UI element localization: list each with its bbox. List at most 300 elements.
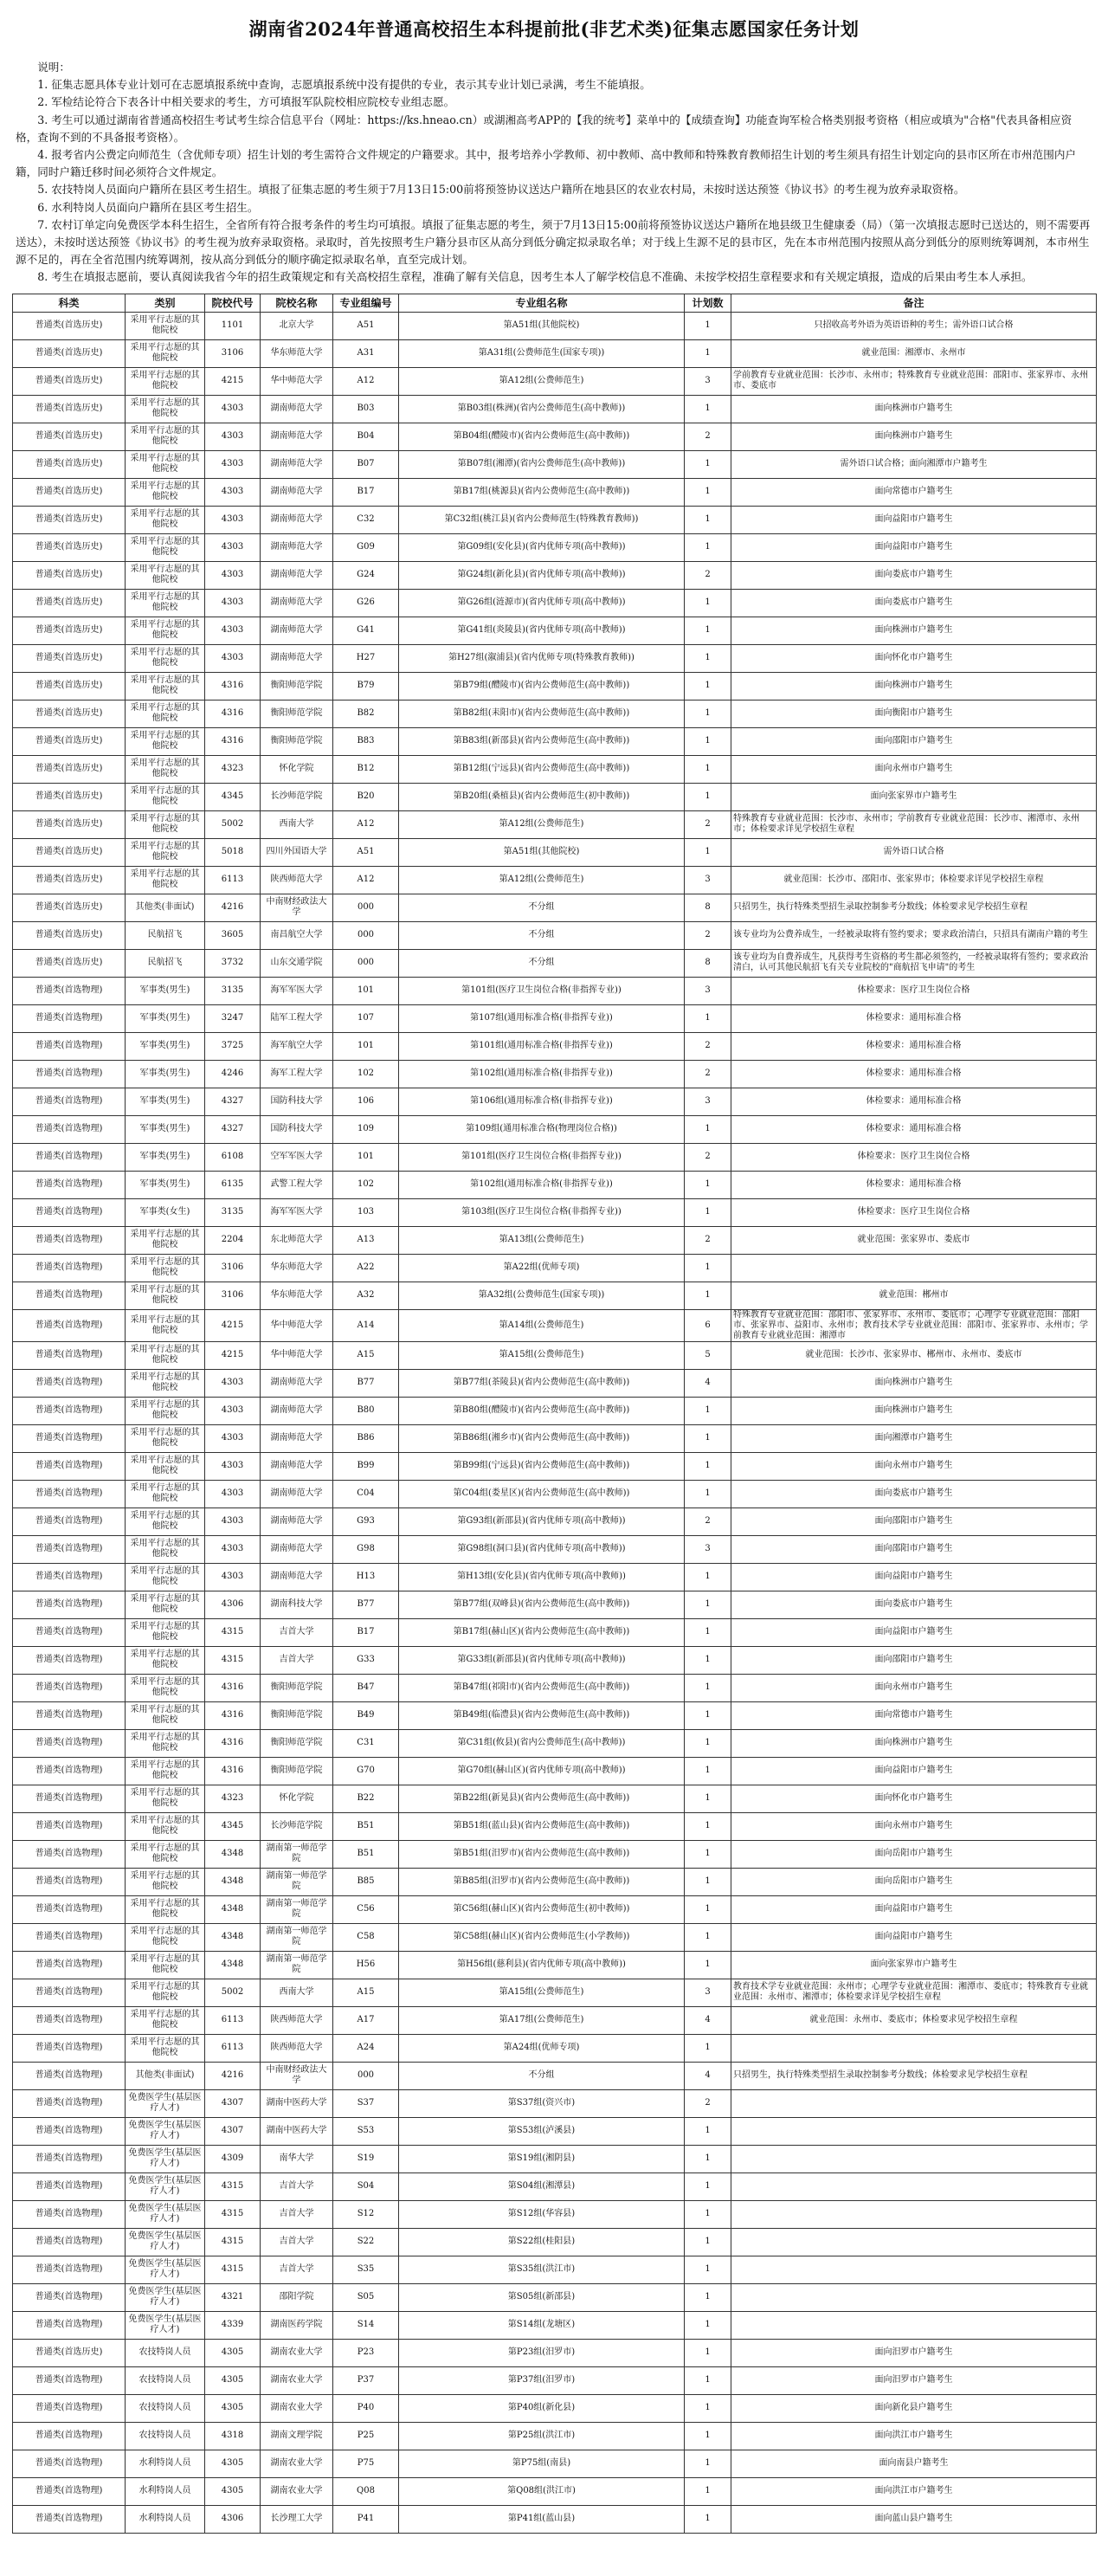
header-col-group-name: 专业组名称 bbox=[399, 294, 685, 312]
school-name-cell: 衡阳师范学院 bbox=[261, 727, 333, 755]
category-cell: 普通类(首选物理) bbox=[13, 2256, 126, 2283]
table-row bbox=[13, 1618, 1097, 1646]
group-code-cell: 101 bbox=[333, 1032, 399, 1060]
group-name-cell: 第B49组(临澧县)(省内公费师范生(高中教师)) bbox=[399, 1701, 685, 1729]
type-cell: 采用平行志愿的其他院校 bbox=[126, 395, 205, 423]
table-row bbox=[13, 1309, 1097, 1341]
category-cell: 普通类(首选物理) bbox=[13, 1729, 126, 1757]
table-row bbox=[13, 1171, 1097, 1198]
group-name-cell: 第A12组(公费师范生) bbox=[399, 810, 685, 838]
table-row bbox=[13, 1701, 1097, 1729]
table-row bbox=[13, 1563, 1097, 1591]
type-cell: 军事类(男生) bbox=[126, 977, 205, 1004]
type-cell: 采用平行志愿的其他院校 bbox=[126, 1424, 205, 1452]
type-cell: 采用平行志愿的其他院校 bbox=[126, 1397, 205, 1424]
plan-count-cell: 1 bbox=[685, 2394, 731, 2422]
group-code-cell: 000 bbox=[333, 949, 399, 977]
group-code-cell: Q08 bbox=[333, 2477, 399, 2505]
table-row bbox=[13, 1198, 1097, 1226]
remarks-cell: 面向张家界市户籍考生 bbox=[731, 1951, 1097, 1979]
type-cell: 采用平行志愿的其他院校 bbox=[126, 755, 205, 783]
remarks-cell bbox=[731, 2117, 1097, 2145]
school-name-cell: 衡阳师范学院 bbox=[261, 672, 333, 700]
group-code-cell: B07 bbox=[333, 450, 399, 478]
plan-count-cell: 1 bbox=[685, 1646, 731, 1674]
remarks-cell: 面向邵阳市户籍考生 bbox=[731, 1508, 1097, 1535]
school-name-cell: 湖南师范大学 bbox=[261, 1563, 333, 1591]
plan-count-cell: 1 bbox=[685, 2283, 731, 2311]
school-code-cell: 4339 bbox=[205, 2311, 261, 2339]
group-code-cell: A32 bbox=[333, 1282, 399, 1309]
category-cell: 普通类(首选物理) bbox=[13, 1840, 126, 1868]
type-cell: 采用平行志愿的其他院校 bbox=[126, 1480, 205, 1508]
plan-count-cell: 1 bbox=[685, 450, 731, 478]
plan-count-cell: 1 bbox=[685, 1868, 731, 1895]
school-code-cell: 3106 bbox=[205, 339, 261, 367]
group-name-cell: 第B20组(桑植县)(省内公费师范生(初中教师)) bbox=[399, 783, 685, 810]
plan-count-cell: 1 bbox=[685, 339, 731, 367]
school-code-cell: 4306 bbox=[205, 2505, 261, 2533]
plan-count-cell: 1 bbox=[685, 2366, 731, 2394]
school-code-cell: 3106 bbox=[205, 1254, 261, 1282]
category-cell: 普通类(首选物理) bbox=[13, 1171, 126, 1198]
remarks-cell: 面向洪江市户籍考生 bbox=[731, 2477, 1097, 2505]
table-row bbox=[13, 589, 1097, 617]
school-name-cell: 湖南第一师范学院 bbox=[261, 1895, 333, 1923]
group-code-cell: C56 bbox=[333, 1895, 399, 1923]
table-row bbox=[13, 810, 1097, 838]
group-name-cell: 第B04组(醴陵市)(省内公费师范生(高中教师)) bbox=[399, 423, 685, 450]
school-name-cell: 怀化学院 bbox=[261, 755, 333, 783]
plan-count-cell: 2 bbox=[685, 561, 731, 589]
school-name-cell: 湖南师范大学 bbox=[261, 1397, 333, 1424]
category-cell: 普通类(首选历史) bbox=[13, 672, 126, 700]
table-row bbox=[13, 2117, 1097, 2145]
school-name-cell: 湖南医药学院 bbox=[261, 2311, 333, 2339]
school-name-cell: 湖南第一师范学院 bbox=[261, 1868, 333, 1895]
school-name-cell: 空军军医大学 bbox=[261, 1143, 333, 1171]
notes-list bbox=[16, 76, 1092, 286]
type-cell: 采用平行志愿的其他院校 bbox=[126, 838, 205, 866]
remarks-cell: 面向衡阳市户籍考生 bbox=[731, 700, 1097, 727]
plan-count-cell: 3 bbox=[685, 367, 731, 395]
group-name-cell: 第B77组(茶陵县)(省内公费师范生(高中教师)) bbox=[399, 1369, 685, 1397]
group-name-cell: 第B17组(赫山区)(省内公费师范生(高中教师)) bbox=[399, 1618, 685, 1646]
school-code-cell: 4305 bbox=[205, 2477, 261, 2505]
school-code-cell: 4345 bbox=[205, 783, 261, 810]
plan-count-cell: 6 bbox=[685, 1309, 731, 1341]
category-cell: 普通类(首选历史) bbox=[13, 533, 126, 561]
table-row bbox=[13, 2172, 1097, 2200]
header-col-school-name: 院校名称 bbox=[261, 294, 333, 312]
group-name-cell: 第A51组(其他院校) bbox=[399, 312, 685, 339]
remarks-cell: 体检要求：通用标准合格 bbox=[731, 1004, 1097, 1032]
group-name-cell: 不分组 bbox=[399, 949, 685, 977]
plan-count-cell: 1 bbox=[685, 838, 731, 866]
group-code-cell: 000 bbox=[333, 2062, 399, 2089]
school-name-cell: 湖南师范大学 bbox=[261, 506, 333, 533]
table-row bbox=[13, 1508, 1097, 1535]
group-name-cell: 第H13组(安化县)(省内优师专项(高中教师)) bbox=[399, 1563, 685, 1591]
remarks-cell: 体检要求：通用标准合格 bbox=[731, 1088, 1097, 1115]
plan-count-cell: 2 bbox=[685, 1032, 731, 1060]
category-cell: 普通类(首选物理) bbox=[13, 1226, 126, 1254]
note-item: 6. 水利特岗人员面向户籍所在县区考生招生。 bbox=[37, 200, 259, 214]
plan-count-cell: 1 bbox=[685, 1618, 731, 1646]
table-row bbox=[13, 1369, 1097, 1397]
category-cell: 普通类(首选历史) bbox=[13, 506, 126, 533]
remarks-cell: 面向永州市户籍考生 bbox=[731, 1674, 1097, 1701]
school-name-cell: 武警工程大学 bbox=[261, 1171, 333, 1198]
school-name-cell: 湖南农业大学 bbox=[261, 2477, 333, 2505]
remarks-cell: 面向怀化市户籍考生 bbox=[731, 644, 1097, 672]
type-cell: 采用平行志愿的其他院校 bbox=[126, 1979, 205, 2006]
school-name-cell: 湖南师范大学 bbox=[261, 533, 333, 561]
school-name-cell: 湖南农业大学 bbox=[261, 2450, 333, 2477]
table-row bbox=[13, 2089, 1097, 2117]
school-name-cell: 湖南科技大学 bbox=[261, 1591, 333, 1618]
remarks-cell: 就业范围：张家界市、娄底市 bbox=[731, 1226, 1097, 1254]
type-cell: 采用平行志愿的其他院校 bbox=[126, 1282, 205, 1309]
group-code-cell: C58 bbox=[333, 1923, 399, 1951]
type-cell: 免费医学生(基层医疗人才) bbox=[126, 2089, 205, 2117]
group-code-cell: H27 bbox=[333, 644, 399, 672]
plan-count-cell: 1 bbox=[685, 1923, 731, 1951]
plan-count-cell: 1 bbox=[685, 2034, 731, 2062]
group-code-cell: S05 bbox=[333, 2283, 399, 2311]
plan-count-cell: 1 bbox=[685, 2339, 731, 2366]
group-name-cell: 第C04组(娄星区)(省内公费师范生(高中教师)) bbox=[399, 1480, 685, 1508]
table-row bbox=[13, 2450, 1097, 2477]
school-code-cell: 4327 bbox=[205, 1115, 261, 1143]
school-code-cell: 4303 bbox=[205, 1563, 261, 1591]
group-code-cell: S19 bbox=[333, 2145, 399, 2172]
school-name-cell: 陕西师范大学 bbox=[261, 866, 333, 894]
group-name-cell: 不分组 bbox=[399, 894, 685, 921]
category-cell: 普通类(首选物理) bbox=[13, 1701, 126, 1729]
school-code-cell: 4303 bbox=[205, 1535, 261, 1563]
remarks-cell: 面向株洲市户籍考生 bbox=[731, 1369, 1097, 1397]
school-name-cell: 湖南师范大学 bbox=[261, 1452, 333, 1480]
plan-count-cell: 1 bbox=[685, 1729, 731, 1757]
category-cell: 普通类(首选历史) bbox=[13, 617, 126, 644]
table-row bbox=[13, 2145, 1097, 2172]
group-name-cell: 第P37组(汨罗市) bbox=[399, 2366, 685, 2394]
group-name-cell: 第A32组(公费师范生(国家专项)) bbox=[399, 1282, 685, 1309]
school-code-cell: 4307 bbox=[205, 2089, 261, 2117]
group-name-cell: 第B07组(湘潭)(省内公费师范生(高中教师)) bbox=[399, 450, 685, 478]
remarks-cell: 面向娄底市户籍考生 bbox=[731, 561, 1097, 589]
school-name-cell: 湖南师范大学 bbox=[261, 561, 333, 589]
school-code-cell: 4303 bbox=[205, 1369, 261, 1397]
remarks-cell: 就业范围：长沙市、邵阳市、张家界市；体检要求详见学校招生章程 bbox=[731, 866, 1097, 894]
plan-count-cell: 1 bbox=[685, 312, 731, 339]
plan-count-cell: 1 bbox=[685, 783, 731, 810]
table-header-row bbox=[13, 294, 1097, 312]
category-cell: 普通类(首选历史) bbox=[13, 339, 126, 367]
school-code-cell: 4315 bbox=[205, 1618, 261, 1646]
remarks-cell: 面向南县户籍考生 bbox=[731, 2450, 1097, 2477]
table-row bbox=[13, 1226, 1097, 1254]
remarks-cell: 面向湘潭市户籍考生 bbox=[731, 1424, 1097, 1452]
table-row bbox=[13, 1812, 1097, 1840]
type-cell: 采用平行志愿的其他院校 bbox=[126, 1646, 205, 1674]
group-code-cell: 109 bbox=[333, 1115, 399, 1143]
group-name-cell: 第B85组(汨罗市)(省内公费师范生(高中教师)) bbox=[399, 1868, 685, 1895]
remarks-cell: 该专业均为公费养成生，一经被录取将有签约要求；要求政治清白，只招具有湖南户籍的考生 bbox=[731, 921, 1097, 949]
group-code-cell: B04 bbox=[333, 423, 399, 450]
remarks-cell bbox=[731, 2034, 1097, 2062]
plan-count-cell: 1 bbox=[685, 1397, 731, 1424]
group-code-cell: A51 bbox=[333, 838, 399, 866]
type-cell: 采用平行志愿的其他院校 bbox=[126, 339, 205, 367]
school-code-cell: 5018 bbox=[205, 838, 261, 866]
plan-count-cell: 1 bbox=[685, 755, 731, 783]
school-code-cell: 4303 bbox=[205, 395, 261, 423]
group-name-cell: 第S37组(资兴市) bbox=[399, 2089, 685, 2117]
remarks-cell: 面向益阳市户籍考生 bbox=[731, 533, 1097, 561]
remarks-cell: 面向邵阳市户籍考生 bbox=[731, 727, 1097, 755]
type-cell: 采用平行志愿的其他院校 bbox=[126, 1591, 205, 1618]
group-name-cell: 第H27组(溆浦县)(省内优师专项(特殊教育教师)) bbox=[399, 644, 685, 672]
plan-count-cell: 1 bbox=[685, 2477, 731, 2505]
school-code-cell: 4323 bbox=[205, 755, 261, 783]
group-code-cell: B12 bbox=[333, 755, 399, 783]
note-item: 4. 报考省内公费定向师范生（含优师专项）招生计划的考生需符合文件规定的户籍要求。其中，报考培养小学教师、初中教师、高中教师和特殊教育教师招生计划的考生须具有招生计划定向的县市区所在市州范围内户籍，同时户籍迁移时间必须符合文件规定。 bbox=[16, 148, 1077, 179]
remarks-cell: 面向株洲市户籍考生 bbox=[731, 672, 1097, 700]
school-code-cell: 4303 bbox=[205, 1508, 261, 1535]
header-col-plan-count: 计划数 bbox=[685, 294, 731, 312]
category-cell: 普通类(首选物理) bbox=[13, 1563, 126, 1591]
group-name-cell: 第G70组(赫山区)(省内优师专项(高中教师)) bbox=[399, 1757, 685, 1785]
group-name-cell: 第S35组(洪江市) bbox=[399, 2256, 685, 2283]
group-name-cell: 第102组(通用标准合格(非指挥专业)) bbox=[399, 1171, 685, 1198]
remarks-cell: 该专业均为自费养成生，凡获得考生资格的考生都必须签约，一经被录取将有签约；要求政治清白，认可其他民航招飞有关专业院校的"商航招飞申请"的考生 bbox=[731, 949, 1097, 977]
plan-count-cell: 1 bbox=[685, 2228, 731, 2256]
school-name-cell: 华中师范大学 bbox=[261, 1309, 333, 1341]
note-item: 8. 考生在填报志愿前，要认真阅读我省今年的招生政策规定和有关高校招生章程，准确了解有关信息，因考生本人了解学校信息不准确、未按学校招生章程要求和有关规定填报，造成的后果由考生本人承担。 bbox=[37, 270, 1033, 284]
school-name-cell: 吉首大学 bbox=[261, 2256, 333, 2283]
remarks-cell bbox=[731, 2145, 1097, 2172]
school-name-cell: 吉首大学 bbox=[261, 2200, 333, 2228]
school-name-cell: 湖南师范大学 bbox=[261, 395, 333, 423]
school-code-cell: 4315 bbox=[205, 2200, 261, 2228]
plan-count-cell: 8 bbox=[685, 949, 731, 977]
group-code-cell: G98 bbox=[333, 1535, 399, 1563]
table-row bbox=[13, 395, 1097, 423]
school-code-cell: 3135 bbox=[205, 977, 261, 1004]
group-code-cell: B20 bbox=[333, 783, 399, 810]
remarks-cell: 面向娄底市户籍考生 bbox=[731, 1480, 1097, 1508]
group-code-cell: P25 bbox=[333, 2422, 399, 2450]
group-code-cell: S53 bbox=[333, 2117, 399, 2145]
category-cell: 普通类(首选物理) bbox=[13, 2228, 126, 2256]
remarks-cell: 面向汨罗市户籍考生 bbox=[731, 2339, 1097, 2366]
group-name-cell: 不分组 bbox=[399, 2062, 685, 2089]
school-code-cell: 4303 bbox=[205, 478, 261, 506]
remarks-cell: 面向株洲市户籍考生 bbox=[731, 617, 1097, 644]
table-row bbox=[13, 700, 1097, 727]
group-code-cell: 102 bbox=[333, 1060, 399, 1088]
table-row bbox=[13, 1591, 1097, 1618]
school-code-cell: 4316 bbox=[205, 672, 261, 700]
plan-count-cell: 1 bbox=[685, 644, 731, 672]
school-code-cell: 4305 bbox=[205, 2450, 261, 2477]
type-cell: 水利特岗人员 bbox=[126, 2477, 205, 2505]
remarks-cell: 面向益阳市户籍考生 bbox=[731, 1563, 1097, 1591]
group-name-cell: 第106组(通用标准合格(非指挥专业)) bbox=[399, 1088, 685, 1115]
plan-count-cell: 3 bbox=[685, 977, 731, 1004]
table-row bbox=[13, 450, 1097, 478]
group-name-cell: 第A12组(公费师范生) bbox=[399, 367, 685, 395]
table-row bbox=[13, 339, 1097, 367]
plan-count-cell: 1 bbox=[685, 2256, 731, 2283]
group-name-cell: 第A24组(优师专项) bbox=[399, 2034, 685, 2062]
school-code-cell: 4316 bbox=[205, 1674, 261, 1701]
school-name-cell: 长沙理工大学 bbox=[261, 2505, 333, 2533]
category-cell: 普通类(首选历史) bbox=[13, 450, 126, 478]
table-row bbox=[13, 2034, 1097, 2062]
category-cell: 普通类(首选物理) bbox=[13, 1618, 126, 1646]
type-cell: 采用平行志愿的其他院校 bbox=[126, 1618, 205, 1646]
group-code-cell: G26 bbox=[333, 589, 399, 617]
type-cell: 免费医学生(基层医疗人才) bbox=[126, 2200, 205, 2228]
plan-count-cell: 1 bbox=[685, 589, 731, 617]
group-name-cell: 第G93组(新邵县)(省内优师专项(高中教师)) bbox=[399, 1508, 685, 1535]
plan-count-cell: 1 bbox=[685, 1895, 731, 1923]
remarks-cell: 教育技术学专业就业范围：永州市；心理学专业就业范围：湘潭市、娄底市；特殊教育专业就业范围：永州市、湘潭市；体检要求详见学校招生章程 bbox=[731, 1979, 1097, 2006]
group-code-cell: A12 bbox=[333, 810, 399, 838]
school-code-cell: 4316 bbox=[205, 1757, 261, 1785]
school-name-cell: 国防科技大学 bbox=[261, 1115, 333, 1143]
category-cell: 普通类(首选物理) bbox=[13, 2089, 126, 2117]
group-name-cell: 第S53组(泸溪县) bbox=[399, 2117, 685, 2145]
school-code-cell: 3247 bbox=[205, 1004, 261, 1032]
school-name-cell: 湖南师范大学 bbox=[261, 589, 333, 617]
remarks-cell: 面向益阳市户籍考生 bbox=[731, 506, 1097, 533]
category-cell: 普通类(首选物理) bbox=[13, 1757, 126, 1785]
plan-count-cell: 1 bbox=[685, 1198, 731, 1226]
plan-count-cell: 1 bbox=[685, 672, 731, 700]
school-name-cell: 衡阳师范学院 bbox=[261, 1674, 333, 1701]
plan-count-cell: 1 bbox=[685, 506, 731, 533]
remarks-cell: 面向怀化市户籍考生 bbox=[731, 1785, 1097, 1812]
school-name-cell: 四川外国语大学 bbox=[261, 838, 333, 866]
plan-count-cell: 1 bbox=[685, 2505, 731, 2533]
table-row bbox=[13, 838, 1097, 866]
type-cell: 采用平行志愿的其他院校 bbox=[126, 617, 205, 644]
group-name-cell: 第B51组(蓝山县)(省内公费师范生(高中教师)) bbox=[399, 1812, 685, 1840]
type-cell: 军事类(男生) bbox=[126, 1004, 205, 1032]
group-code-cell: 000 bbox=[333, 894, 399, 921]
group-name-cell: 第G26组(涟源市)(省内优师专项(高中教师)) bbox=[399, 589, 685, 617]
table-row bbox=[13, 2006, 1097, 2034]
type-cell: 采用平行志愿的其他院校 bbox=[126, 1812, 205, 1840]
plan-count-cell: 1 bbox=[685, 700, 731, 727]
type-cell: 免费医学生(基层医疗人才) bbox=[126, 2256, 205, 2283]
school-name-cell: 湖南师范大学 bbox=[261, 1369, 333, 1397]
type-cell: 采用平行志愿的其他院校 bbox=[126, 2006, 205, 2034]
remarks-cell: 面向益阳市户籍考生 bbox=[731, 1618, 1097, 1646]
category-cell: 普通类(首选物理) bbox=[13, 1868, 126, 1895]
plan-count-cell: 1 bbox=[685, 1701, 731, 1729]
school-code-cell: 4318 bbox=[205, 2422, 261, 2450]
type-cell: 采用平行志愿的其他院校 bbox=[126, 312, 205, 339]
table-row bbox=[13, 2062, 1097, 2089]
category-cell: 普通类(首选物理) bbox=[13, 2394, 126, 2422]
category-cell: 普通类(首选物理) bbox=[13, 2034, 126, 2062]
group-name-cell: 第S04组(湘潭县) bbox=[399, 2172, 685, 2200]
header-col-school-code: 院校代号 bbox=[205, 294, 261, 312]
table-row bbox=[13, 866, 1097, 894]
remarks-cell: 体检要求：通用标准合格 bbox=[731, 1032, 1097, 1060]
category-cell: 普通类(首选物理) bbox=[13, 1143, 126, 1171]
group-code-cell: H56 bbox=[333, 1951, 399, 1979]
category-cell: 普通类(首选物理) bbox=[13, 1785, 126, 1812]
school-code-cell: 4316 bbox=[205, 1701, 261, 1729]
type-cell: 采用平行志愿的其他院校 bbox=[126, 423, 205, 450]
type-cell: 采用平行志愿的其他院校 bbox=[126, 561, 205, 589]
school-name-cell: 海军工程大学 bbox=[261, 1060, 333, 1088]
table-row bbox=[13, 561, 1097, 589]
plan-count-cell: 1 bbox=[685, 1840, 731, 1868]
type-cell: 免费医学生(基层医疗人才) bbox=[126, 2145, 205, 2172]
remarks-cell: 面向邵阳市户籍考生 bbox=[731, 1535, 1097, 1563]
school-code-cell: 4327 bbox=[205, 1088, 261, 1115]
plan-count-cell: 2 bbox=[685, 1508, 731, 1535]
group-code-cell: B17 bbox=[333, 478, 399, 506]
group-code-cell: P37 bbox=[333, 2366, 399, 2394]
group-code-cell: A31 bbox=[333, 339, 399, 367]
plan-count-cell: 1 bbox=[685, 1452, 731, 1480]
category-cell: 普通类(首选物理) bbox=[13, 1452, 126, 1480]
remarks-cell: 面向常德市户籍考生 bbox=[731, 1701, 1097, 1729]
school-code-cell: 4215 bbox=[205, 367, 261, 395]
table-row bbox=[13, 2228, 1097, 2256]
group-code-cell: B79 bbox=[333, 672, 399, 700]
group-code-cell: G24 bbox=[333, 561, 399, 589]
group-name-cell: 第A31组(公费师范生(国家专项)) bbox=[399, 339, 685, 367]
school-name-cell: 南华大学 bbox=[261, 2145, 333, 2172]
remarks-cell bbox=[731, 2311, 1097, 2339]
plan-count-cell: 1 bbox=[685, 1951, 731, 1979]
category-cell: 普通类(首选历史) bbox=[13, 921, 126, 949]
note-item: 5. 农技特岗人员面向户籍所在县区考生招生。填报了征集志愿的考生须于7月13日15:00前将预签协议送达户籍所在地县区的农业农村局，未按时送达预签《协议书》的考生视为放弃录取资格。 bbox=[37, 183, 965, 197]
remarks-cell: 面向永州市户籍考生 bbox=[731, 755, 1097, 783]
school-name-cell: 东北师范大学 bbox=[261, 1226, 333, 1254]
table-row bbox=[13, 1923, 1097, 1951]
category-cell: 普通类(首选物理) bbox=[13, 1397, 126, 1424]
table-row bbox=[13, 1282, 1097, 1309]
plan-count-cell: 8 bbox=[685, 894, 731, 921]
remarks-cell bbox=[731, 2172, 1097, 2200]
school-code-cell: 4303 bbox=[205, 644, 261, 672]
remarks-cell: 只招收高考外语为英语语种的考生；需外语口试合格 bbox=[731, 312, 1097, 339]
type-cell: 采用平行志愿的其他院校 bbox=[126, 589, 205, 617]
remarks-cell: 面向株洲市户籍考生 bbox=[731, 1397, 1097, 1424]
type-cell: 采用平行志愿的其他院校 bbox=[126, 1923, 205, 1951]
school-code-cell: 6135 bbox=[205, 1171, 261, 1198]
group-code-cell: B77 bbox=[333, 1369, 399, 1397]
category-cell: 普通类(首选历史) bbox=[13, 755, 126, 783]
group-code-cell: S22 bbox=[333, 2228, 399, 2256]
group-name-cell: 第C56组(赫山区)(省内公费师范生(初中教师)) bbox=[399, 1895, 685, 1923]
plan-table bbox=[12, 294, 1097, 2534]
remarks-cell: 特殊教育专业就业范围：长沙市、永州市；学前教育专业就业范围：长沙市、湘潭市、永州市；体检要求详见学校招生章程 bbox=[731, 810, 1097, 838]
plan-count-cell: 1 bbox=[685, 1812, 731, 1840]
group-name-cell: 第P23组(汨罗市) bbox=[399, 2339, 685, 2366]
table-row bbox=[13, 1646, 1097, 1674]
